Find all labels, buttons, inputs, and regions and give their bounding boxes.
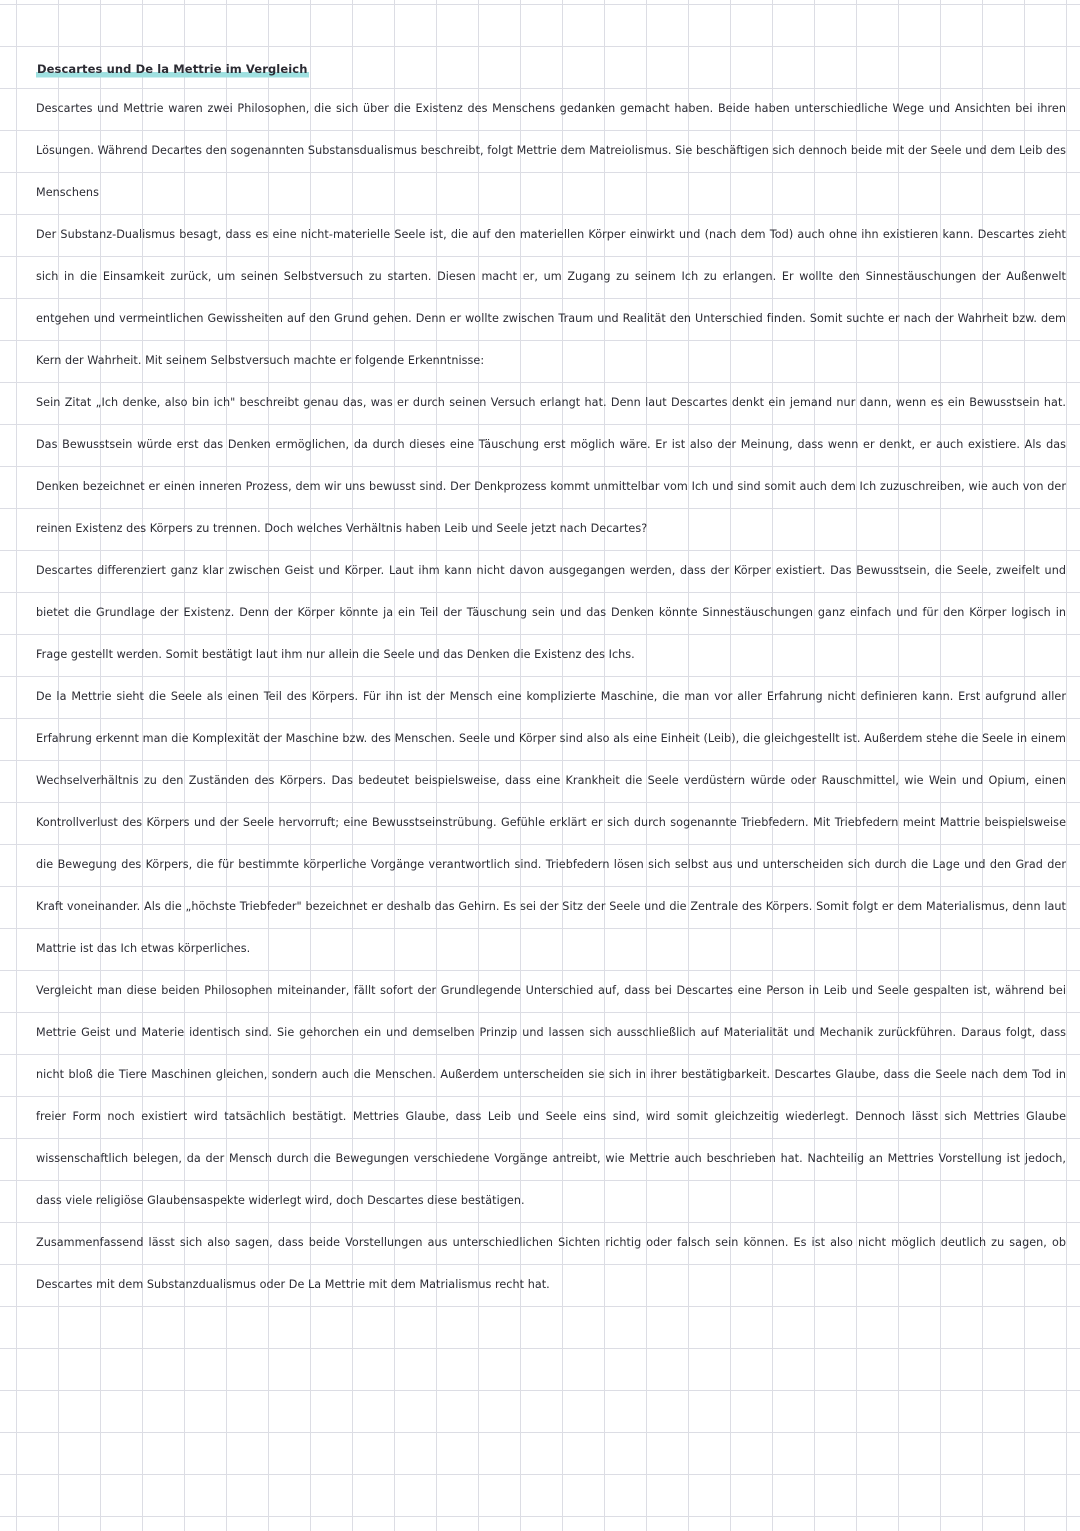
paragraph-zitat: Sein Zitat „Ich denke, also bin ich" beschreibt genau das, was er durch seinen Versuch erlangt hat. Denn laut Descartes denkt ein jemand nur dann, wenn es ein Bewusstsein hat. Das Bewusstsein würde erst das Denken ermöglichen, da durch dieses eine Täuschung erst möglich wäre. Er ist also der Meinung, dass wenn er denkt, er auch existiere. Als das Denken bezeichnet er einen inneren Prozess, dem wir uns bewusst sind. Der Denkprozess kommt unmittelbar vom Ich und sind somit auch dem Ich zuzuschreiben, wie auch von der reinen Existenz des Körpers zu trennen. Doch welches Verhältnis haben Leib und Seele jetzt nach Decartes? — [36, 396, 1066, 535]
paragraph-substanzdualismus: Der Substanz-Dualismus besagt, dass es eine nicht-materielle Seele ist, die auf den materiellen Körper einwirkt und (nach dem Tod) auch ohne ihn existieren kann. Descartes zieht sich in die Einsamkeit zurück, um seinen Selbstversuch zu starten. Diesen macht er, um Zugang zu seinem Ich zu erlangen. Er wollte den Sinnestäuschungen der Außenwelt entgehen und vermeintlichen Gewissheiten auf den Grund gehen. Denn er wollte zwischen Traum und Realität den Unterschied finden. Somit suchte er nach der Wahrheit bzw. dem Kern der Wahrheit. Mit seinem Selbstversuch machte er folgende Erkenntnisse: — [36, 228, 1066, 367]
page-title: Descartes und De la Mettrie im Vergleich — [36, 59, 309, 80]
notebook-page — [36, 58, 1066, 1306]
paragraph-intro: Descartes und Mettrie waren zwei Philosophen, die sich über die Existenz des Menschens gedanken gemacht haben. Beide haben unterschiedliche Wege und Ansichten bei ihren Lösungen. Während Decartes den sogenannten Substansdualismus beschreibt, folgt Mettrie dem Matreiolismus. Sie beschäftigen sich dennoch beide mit der Seele und dem Leib des Menschens — [36, 102, 1066, 199]
essay-body — [36, 88, 1066, 1306]
paragraph-mettrie: De la Mettrie sieht die Seele als einen Teil des Körpers. Für ihn ist der Mensch eine komplizierte Maschine, die man vor aller Erfahrung nicht definieren kann. Erst aufgrund aller Erfahrung erkennt man die Komplexität der Maschine bzw. des Menschen. Seele und Körper sind also als eine Einheit (Leib), die gleichgestellt ist. Außerdem stehe die Seele in einem Wechselverhältnis zu den Zuständen des Körpers. Das bedeutet beispielsweise, dass eine Krankheit die Seele verdüstern würde oder Rauschmittel, wie Wein und Opium, einen Kontrollverlust des Körpers und der Seele hervorruft; eine Bewusstseinstrübung. Gefühle erklärt er sich durch sogenannte Triebfedern. Mit Triebfedern meint Mattrie beispielsweise die Bewegung des Körpers, die für bestimmte körperliche Vorgänge verantwortlich sind. Triebfedern lösen sich selbst aus und unterscheiden sich durch die Lage und den Grad der Kraft voneinander. Als die „höchste Triebfeder" bezeichnet er deshalb das Gehirn. Es sei der Sitz der Seele und die Zentrale des Körpers. Somit folgt er dem Materialismus, denn laut Mattrie ist das Ich etwas körperliches. — [36, 690, 1066, 955]
paragraph-fazit: Zusammenfassend lässt sich also sagen, dass beide Vorstellungen aus unterschiedlichen Sichten richtig oder falsch sein können. Es ist also nicht möglich deutlich zu sagen, ob Descartes mit dem Substanzdualismus oder De La Mettrie mit dem Matrialismus recht hat. — [36, 1236, 1066, 1291]
paragraph-vergleich: Vergleicht man diese beiden Philosophen miteinander, fällt sofort der Grundlegende Unterschied auf, dass bei Descartes eine Person in Leib und Seele gespalten ist, während bei Mettrie Geist und Materie identisch sind. Sie gehorchen ein und demselben Prinzip und lassen sich ausschließlich auf Materialität und Mechanik zurückführen. Daraus folgt, dass nicht bloß die Tiere Maschinen gleichen, sondern auch die Menschen. Außerdem unterscheiden sie sich in ihrer bestätigbarkeit. Descartes Glaube, dass die Seele nach dem Tod in freier Form noch existiert wird tatsächlich bestätigt. Mettries Glaube, dass Leib und Seele eins sind, wird somit gleichzeitig wiederlegt. Dennoch lässt sich Mettries Glaube wissenschaftlich belegen, da der Mensch durch die Bewegungen verschiedene Vorgänge antreibt, wie Mettrie auch beschrieben hat. Nachteilig an Mettries Vorstellung ist jedoch, dass viele religiöse Glaubensaspekte widerlegt wird, doch Descartes diese bestätigen. — [36, 984, 1066, 1207]
paragraph-geist-koerper: Descartes differenziert ganz klar zwischen Geist und Körper. Laut ihm kann nicht davon ausgegangen werden, dass der Körper existiert. Das Bewusstsein, die Seele, zweifelt und bietet die Grundlage der Existenz. Denn der Körper könnte ja ein Teil der Täuschung sein und das Denken könnte Sinnestäuschungen ganz einfach und für den Körper logisch in Frage gestellt werden. Somit bestätigt laut ihm nur allein die Seele und das Denken die Existenz des Ichs. — [36, 564, 1066, 661]
